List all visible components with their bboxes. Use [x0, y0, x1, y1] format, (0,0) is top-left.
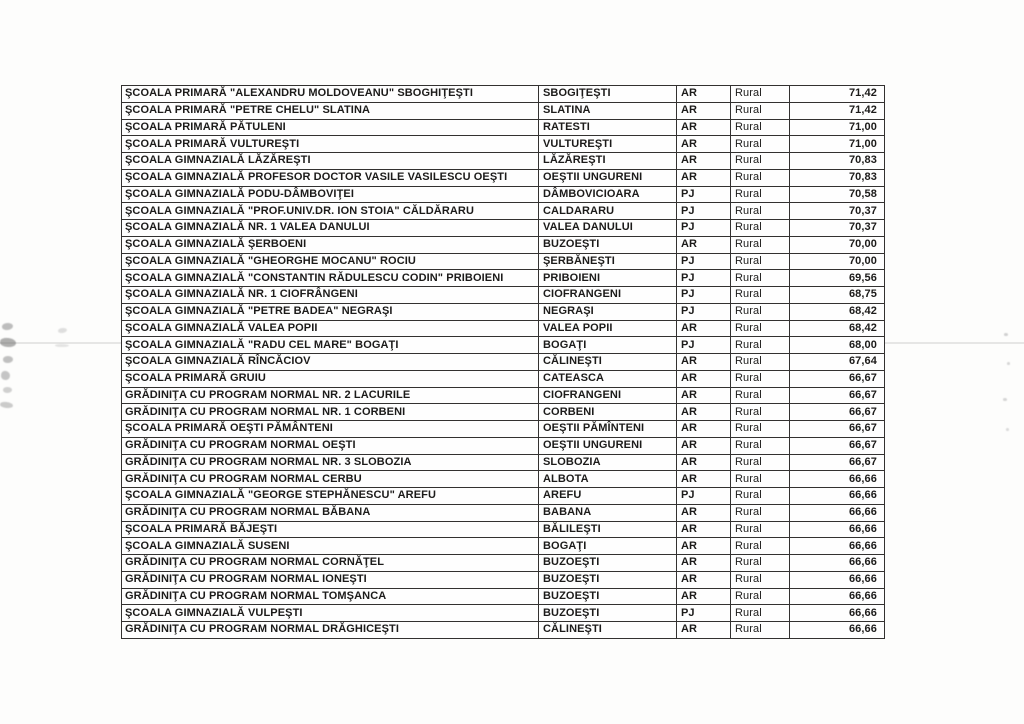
table-row — [122, 186, 885, 203]
cell-locality: BUZOEŞTI — [539, 555, 677, 572]
cell-locality: LĂZĂREŞTI — [539, 153, 677, 170]
scan-smudge — [3, 387, 12, 393]
cell-score: 70,58 — [790, 186, 885, 203]
cell-score: 66,67 — [790, 437, 885, 454]
cell-school-name: GRĂDINIŢA CU PROGRAM NORMAL DRĂGHICEŞTI — [122, 622, 539, 639]
cell-area-type: Rural — [731, 337, 790, 354]
cell-county-code: AR — [677, 421, 731, 438]
cell-school-name: ŞCOALA GIMNAZIALĂ PROFESOR DOCTOR VASILE VASILESCU OEŞTI — [122, 169, 539, 186]
cell-school-name: ŞCOALA PRIMARĂ VULTUREŞTI — [122, 136, 539, 153]
cell-school-name: ŞCOALA PRIMARĂ "PETRE CHELU" SLATINA — [122, 102, 539, 119]
cell-area-type: Rural — [731, 488, 790, 505]
cell-area-type: Rural — [731, 303, 790, 320]
cell-score: 66,66 — [790, 555, 885, 572]
cell-county-code: AR — [677, 354, 731, 371]
cell-score: 66,66 — [790, 605, 885, 622]
cell-school-name: ŞCOALA GIMNAZIALĂ "RADU CEL MARE" BOGAŢI — [122, 337, 539, 354]
table-row — [122, 588, 885, 605]
scan-smudge — [0, 370, 10, 380]
cell-locality: VALEA POPII — [539, 320, 677, 337]
scan-smudge — [0, 401, 13, 408]
table-row — [122, 337, 885, 354]
table-row — [122, 270, 885, 287]
cell-county-code: AR — [677, 437, 731, 454]
cell-school-name: ŞCOALA GIMNAZIALĂ LĂZĂREŞTI — [122, 153, 539, 170]
table-row — [122, 370, 885, 387]
table-row — [122, 354, 885, 371]
cell-locality: CĂLINEŞTI — [539, 354, 677, 371]
cell-score: 70,83 — [790, 153, 885, 170]
cell-score: 70,37 — [790, 220, 885, 237]
cell-area-type: Rural — [731, 555, 790, 572]
cell-locality: DÂMBOVICIOARA — [539, 186, 677, 203]
cell-county-code: PJ — [677, 337, 731, 354]
cell-county-code: PJ — [677, 203, 731, 220]
cell-school-name: ŞCOALA GIMNAZIALĂ "CONSTANTIN RĂDULESCU CODIN" PRIBOIENI — [122, 270, 539, 287]
table-row — [122, 119, 885, 136]
cell-area-type: Rural — [731, 203, 790, 220]
cell-county-code: AR — [677, 236, 731, 253]
cell-locality: AREFU — [539, 488, 677, 505]
table-row — [122, 253, 885, 270]
cell-locality: OEŞTII UNGURENI — [539, 437, 677, 454]
cell-area-type: Rural — [731, 454, 790, 471]
cell-locality: CIOFRANGENI — [539, 387, 677, 404]
cell-county-code: AR — [677, 588, 731, 605]
cell-score: 66,66 — [790, 488, 885, 505]
cell-county-code: PJ — [677, 488, 731, 505]
cell-locality: RATESTI — [539, 119, 677, 136]
table-row — [122, 437, 885, 454]
table-row — [122, 220, 885, 237]
cell-score: 66,66 — [790, 521, 885, 538]
cell-county-code: AR — [677, 555, 731, 572]
cell-locality: SLATINA — [539, 102, 677, 119]
cell-score: 71,42 — [790, 102, 885, 119]
table-row — [122, 521, 885, 538]
cell-score: 66,67 — [790, 387, 885, 404]
cell-county-code: PJ — [677, 303, 731, 320]
cell-locality: BUZOEŞTI — [539, 571, 677, 588]
cell-locality: CORBENI — [539, 404, 677, 421]
cell-area-type: Rural — [731, 253, 790, 270]
table-row — [122, 571, 885, 588]
cell-locality: PRIBOIENI — [539, 270, 677, 287]
cell-score: 68,42 — [790, 320, 885, 337]
cell-score: 66,67 — [790, 454, 885, 471]
cell-area-type: Rural — [731, 504, 790, 521]
cell-area-type: Rural — [731, 471, 790, 488]
cell-score: 68,00 — [790, 337, 885, 354]
table-row — [122, 538, 885, 555]
cell-area-type: Rural — [731, 119, 790, 136]
table-row — [122, 471, 885, 488]
cell-area-type: Rural — [731, 421, 790, 438]
cell-school-name: ŞCOALA GIMNAZIALĂ "GEORGE STEPHĂNESCU" AREFU — [122, 488, 539, 505]
cell-locality: VALEA DANULUI — [539, 220, 677, 237]
cell-school-name: ŞCOALA GIMNAZIALĂ "PETRE BADEA" NEGRAŞI — [122, 303, 539, 320]
cell-locality: CIOFRANGENI — [539, 287, 677, 304]
cell-area-type: Rural — [731, 86, 790, 103]
cell-locality: CĂLINEŞTI — [539, 622, 677, 639]
table-row — [122, 236, 885, 253]
cell-locality: BOGAŢI — [539, 337, 677, 354]
cell-county-code: AR — [677, 169, 731, 186]
table-row — [122, 504, 885, 521]
cell-school-name: GRĂDINIŢA CU PROGRAM NORMAL CERBU — [122, 471, 539, 488]
cell-locality: OEŞTII PĂMÎNTENI — [539, 421, 677, 438]
cell-school-name: GRĂDINIŢA CU PROGRAM NORMAL NR. 2 LACURILE — [122, 387, 539, 404]
table-row — [122, 320, 885, 337]
cell-locality: NEGRAŞI — [539, 303, 677, 320]
table-row — [122, 287, 885, 304]
table-row — [122, 421, 885, 438]
cell-locality: OEŞTII UNGURENI — [539, 169, 677, 186]
cell-locality: SLOBOZIA — [539, 454, 677, 471]
cell-locality: BABANA — [539, 504, 677, 521]
cell-locality: BUZOEŞTI — [539, 236, 677, 253]
cell-locality: BUZOEŞTI — [539, 588, 677, 605]
cell-area-type: Rural — [731, 605, 790, 622]
cell-area-type: Rural — [731, 320, 790, 337]
cell-county-code: AR — [677, 504, 731, 521]
cell-school-name: ŞCOALA GIMNAZIALĂ "GHEORGHE MOCANU" ROCIU — [122, 253, 539, 270]
cell-score: 66,67 — [790, 370, 885, 387]
scan-smudge — [55, 344, 69, 347]
cell-score: 66,67 — [790, 404, 885, 421]
table-row — [122, 605, 885, 622]
scan-speck — [1003, 398, 1007, 401]
scan-smudge — [2, 322, 14, 330]
cell-score: 66,66 — [790, 538, 885, 555]
cell-county-code: AR — [677, 521, 731, 538]
cell-school-name: GRĂDINIŢA CU PROGRAM NORMAL OEŞTI — [122, 437, 539, 454]
cell-score: 70,00 — [790, 253, 885, 270]
cell-school-name: ŞCOALA GIMNAZIALĂ ŞERBOENI — [122, 236, 539, 253]
cell-area-type: Rural — [731, 270, 790, 287]
cell-score: 70,37 — [790, 203, 885, 220]
cell-locality: SBOGIŢEŞTI — [539, 86, 677, 103]
cell-score: 66,67 — [790, 421, 885, 438]
school-results-table-container — [121, 85, 885, 639]
cell-area-type: Rural — [731, 571, 790, 588]
cell-school-name: ŞCOALA GIMNAZIALĂ VULPEŞTI — [122, 605, 539, 622]
cell-school-name: ŞCOALA PRIMARĂ OEŞTI PĂMÂNTENI — [122, 421, 539, 438]
cell-area-type: Rural — [731, 136, 790, 153]
cell-locality: CALDARARU — [539, 203, 677, 220]
cell-school-name: ŞCOALA PRIMARĂ PĂTULENI — [122, 119, 539, 136]
table-row — [122, 303, 885, 320]
cell-county-code: AR — [677, 86, 731, 103]
scan-speck — [1004, 333, 1008, 336]
cell-county-code: AR — [677, 387, 731, 404]
cell-county-code: PJ — [677, 270, 731, 287]
table-row — [122, 488, 885, 505]
cell-county-code: PJ — [677, 605, 731, 622]
cell-county-code: AR — [677, 119, 731, 136]
table-row — [122, 136, 885, 153]
cell-area-type: Rural — [731, 287, 790, 304]
cell-score: 70,83 — [790, 169, 885, 186]
cell-school-name: ŞCOALA GIMNAZIALĂ "PROF.UNIV.DR. ION STOIA" CĂLDĂRARU — [122, 203, 539, 220]
cell-locality: CATEASCA — [539, 370, 677, 387]
cell-school-name: GRĂDINIŢA CU PROGRAM NORMAL CORNĂŢEL — [122, 555, 539, 572]
cell-county-code: AR — [677, 370, 731, 387]
cell-score: 66,66 — [790, 622, 885, 639]
cell-locality: BOGAŢI — [539, 538, 677, 555]
table-row — [122, 555, 885, 572]
cell-score: 71,00 — [790, 119, 885, 136]
table-row — [122, 153, 885, 170]
cell-county-code: PJ — [677, 253, 731, 270]
cell-area-type: Rural — [731, 622, 790, 639]
cell-county-code: PJ — [677, 220, 731, 237]
cell-score: 68,42 — [790, 303, 885, 320]
cell-school-name: ŞCOALA PRIMARĂ BĂJEŞTI — [122, 521, 539, 538]
scan-smudge — [3, 356, 14, 364]
cell-school-name: ŞCOALA PRIMARĂ GRUIU — [122, 370, 539, 387]
cell-county-code: AR — [677, 153, 731, 170]
results-table-body — [122, 86, 885, 639]
cell-score: 67,64 — [790, 354, 885, 371]
cell-area-type: Rural — [731, 236, 790, 253]
cell-school-name: ŞCOALA GIMNAZIALĂ SUSENI — [122, 538, 539, 555]
table-row — [122, 454, 885, 471]
cell-area-type: Rural — [731, 538, 790, 555]
scan-speck — [1006, 428, 1009, 431]
table-row — [122, 86, 885, 103]
cell-county-code: PJ — [677, 287, 731, 304]
cell-county-code: AR — [677, 320, 731, 337]
cell-school-name: ŞCOALA GIMNAZIALĂ PODU-DÂMBOVIŢEI — [122, 186, 539, 203]
cell-school-name: ŞCOALA GIMNAZIALĂ RÎNCĂCIOV — [122, 354, 539, 371]
cell-area-type: Rural — [731, 370, 790, 387]
scan-smudge — [0, 337, 16, 347]
cell-county-code: AR — [677, 471, 731, 488]
cell-county-code: AR — [677, 538, 731, 555]
table-row — [122, 622, 885, 639]
cell-school-name: GRĂDINIŢA CU PROGRAM NORMAL IONEŞTI — [122, 571, 539, 588]
cell-school-name: GRĂDINIŢA CU PROGRAM NORMAL NR. 1 CORBENI — [122, 404, 539, 421]
cell-locality: VULTUREŞTI — [539, 136, 677, 153]
cell-county-code: AR — [677, 571, 731, 588]
cell-score: 68,75 — [790, 287, 885, 304]
table-row — [122, 102, 885, 119]
scan-smudge — [58, 327, 68, 333]
cell-school-name: ŞCOALA GIMNAZIALĂ NR. 1 VALEA DANULUI — [122, 220, 539, 237]
cell-school-name: ŞCOALA GIMNAZIALĂ VALEA POPII — [122, 320, 539, 337]
cell-area-type: Rural — [731, 102, 790, 119]
cell-score: 66,66 — [790, 588, 885, 605]
cell-score: 66,66 — [790, 471, 885, 488]
cell-area-type: Rural — [731, 354, 790, 371]
cell-county-code: AR — [677, 102, 731, 119]
cell-locality: ŞERBĂNEŞTI — [539, 253, 677, 270]
cell-school-name: ŞCOALA PRIMARĂ "ALEXANDRU MOLDOVEANU" SBOGHIŢEŞTI — [122, 86, 539, 103]
cell-county-code: PJ — [677, 186, 731, 203]
cell-school-name: GRĂDINIŢA CU PROGRAM NORMAL TOMŞANCA — [122, 588, 539, 605]
cell-locality: BĂLILEŞTI — [539, 521, 677, 538]
cell-school-name: GRĂDINIŢA CU PROGRAM NORMAL BĂBANA — [122, 504, 539, 521]
cell-area-type: Rural — [731, 186, 790, 203]
cell-score: 70,00 — [790, 236, 885, 253]
cell-school-name: GRĂDINIŢA CU PROGRAM NORMAL NR. 3 SLOBOZIA — [122, 454, 539, 471]
cell-area-type: Rural — [731, 437, 790, 454]
school-results-table — [121, 85, 885, 639]
cell-county-code: AR — [677, 454, 731, 471]
cell-score: 69,56 — [790, 270, 885, 287]
cell-score: 71,42 — [790, 86, 885, 103]
cell-county-code: AR — [677, 136, 731, 153]
table-row — [122, 169, 885, 186]
cell-county-code: AR — [677, 622, 731, 639]
cell-area-type: Rural — [731, 387, 790, 404]
table-row — [122, 404, 885, 421]
cell-area-type: Rural — [731, 220, 790, 237]
cell-locality: ALBOTA — [539, 471, 677, 488]
table-row — [122, 203, 885, 220]
cell-score: 66,66 — [790, 504, 885, 521]
cell-score: 71,00 — [790, 136, 885, 153]
table-row — [122, 387, 885, 404]
cell-area-type: Rural — [731, 153, 790, 170]
scan-speck — [1007, 362, 1010, 365]
cell-locality: BUZOEŞTI — [539, 605, 677, 622]
cell-area-type: Rural — [731, 169, 790, 186]
cell-school-name: ŞCOALA GIMNAZIALĂ NR. 1 CIOFRÂNGENI — [122, 287, 539, 304]
cell-area-type: Rural — [731, 588, 790, 605]
cell-area-type: Rural — [731, 521, 790, 538]
cell-county-code: AR — [677, 404, 731, 421]
cell-score: 66,66 — [790, 571, 885, 588]
cell-area-type: Rural — [731, 404, 790, 421]
